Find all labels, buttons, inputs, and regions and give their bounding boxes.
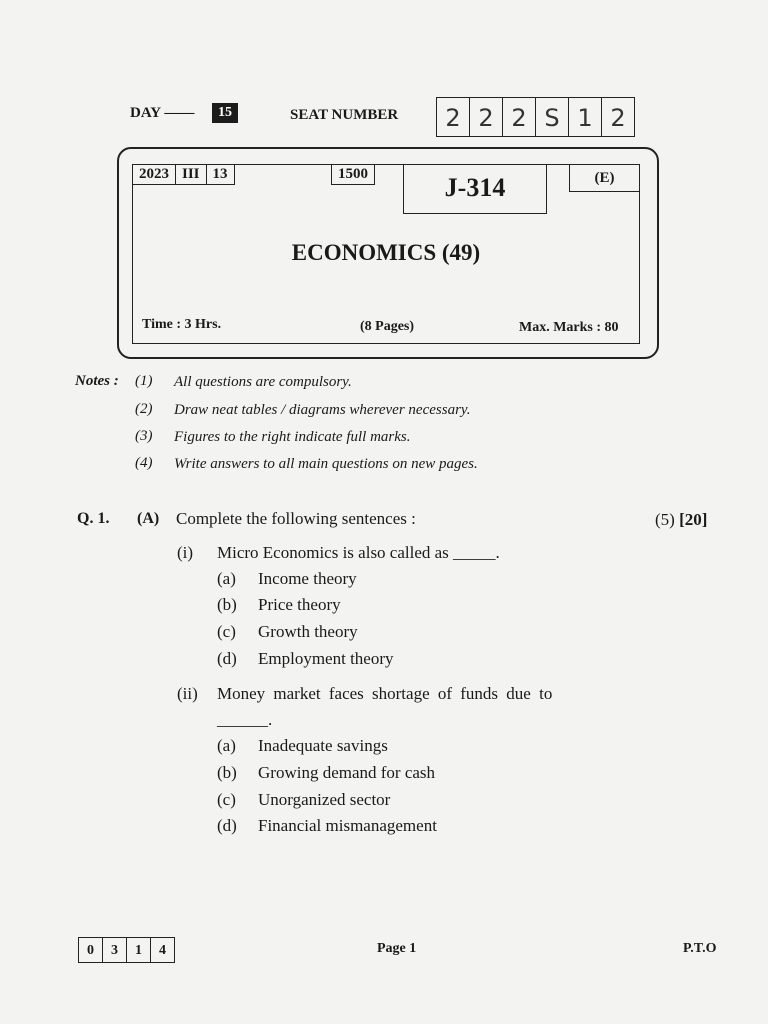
option-text: Growing demand for cash <box>258 763 436 782</box>
option-text: Inadequate savings <box>258 736 388 755</box>
subquestion-number: (ii) <box>177 684 198 703</box>
seat-number-label: SEAT NUMBER <box>290 107 399 123</box>
option-text: Financial mismanagement <box>258 816 437 835</box>
option-text: Unorganized sector <box>258 790 391 809</box>
seat-digit: 2 <box>610 104 626 132</box>
serial-digit: 1 <box>127 938 151 962</box>
option-letter: (a) <box>217 736 236 755</box>
subquestion-text: Micro Economics is also called as _____. <box>217 543 500 562</box>
seat-digit: S <box>536 98 569 136</box>
serial-digit: 0 <box>79 938 103 962</box>
paper-serial-boxes <box>78 937 175 963</box>
time-allowed: Time : 3 Hrs. <box>142 317 222 332</box>
language-code: (E) <box>569 164 640 192</box>
subquestion-number: (i) <box>177 543 194 562</box>
serial-digit: 4 <box>159 943 166 958</box>
day-number: 15 <box>212 103 238 123</box>
option-letter: (d) <box>217 816 237 835</box>
seat-number-boxes <box>436 97 635 137</box>
note-text: Write answers to all main questions on new pages. <box>174 456 478 472</box>
page-count: (8 Pages) <box>360 319 415 334</box>
code-small-cell-group <box>331 164 375 185</box>
session-cell: III <box>176 165 207 184</box>
paper-code: J-314 <box>403 164 547 214</box>
option-letter: (c) <box>217 790 236 809</box>
note-number: (4) <box>135 455 153 471</box>
note-number: (3) <box>135 428 153 444</box>
year-cells <box>132 164 235 185</box>
note-text: Figures to the right indicate full marks. <box>174 429 411 445</box>
note-text: Draw neat tables / diagrams wherever necessary. <box>174 402 471 418</box>
question-number: Q. 1. <box>77 510 110 527</box>
option-letter: (b) <box>217 595 237 614</box>
day-cell: 13 <box>212 166 228 182</box>
max-marks: Max. Marks : 80 <box>519 320 619 335</box>
note-text: All questions are compulsory. <box>174 374 352 390</box>
notes-label: Notes : <box>75 373 119 389</box>
subject-title: ECONOMICS (49) <box>291 240 481 265</box>
question-instruction: Complete the following sentences : <box>176 509 416 528</box>
please-turn-over: P.T.O <box>683 941 717 956</box>
note-number: (2) <box>135 401 153 417</box>
seat-digit: 2 <box>470 98 503 136</box>
year-cell: 2023 <box>133 165 176 184</box>
note-number: (1) <box>135 373 153 389</box>
seat-digit: 2 <box>503 98 536 136</box>
seat-digit: 2 <box>437 98 470 136</box>
option-letter: (a) <box>217 569 236 588</box>
option-letter: (c) <box>217 622 236 641</box>
day-label: DAY —— <box>130 105 195 121</box>
serial-digit: 3 <box>103 938 127 962</box>
seat-digit: 1 <box>569 98 602 136</box>
question-part: (A) <box>137 510 160 527</box>
question-marks <box>655 510 707 530</box>
subquestion-text: Money market faces shortage of funds due to <box>217 684 553 703</box>
code-small-cell: 1500 <box>338 166 368 182</box>
option-text: Price theory <box>258 595 341 614</box>
option-text: Employment theory <box>258 649 394 668</box>
part-marks: (5) <box>655 510 675 529</box>
option-letter: (b) <box>217 763 237 782</box>
page-number: Page 1 <box>377 941 417 956</box>
option-text: Income theory <box>258 569 357 588</box>
option-letter: (d) <box>217 649 237 668</box>
option-text: Growth theory <box>258 622 358 641</box>
subquestion-text-continued: ______. <box>217 710 273 729</box>
total-marks: [20] <box>679 510 708 529</box>
